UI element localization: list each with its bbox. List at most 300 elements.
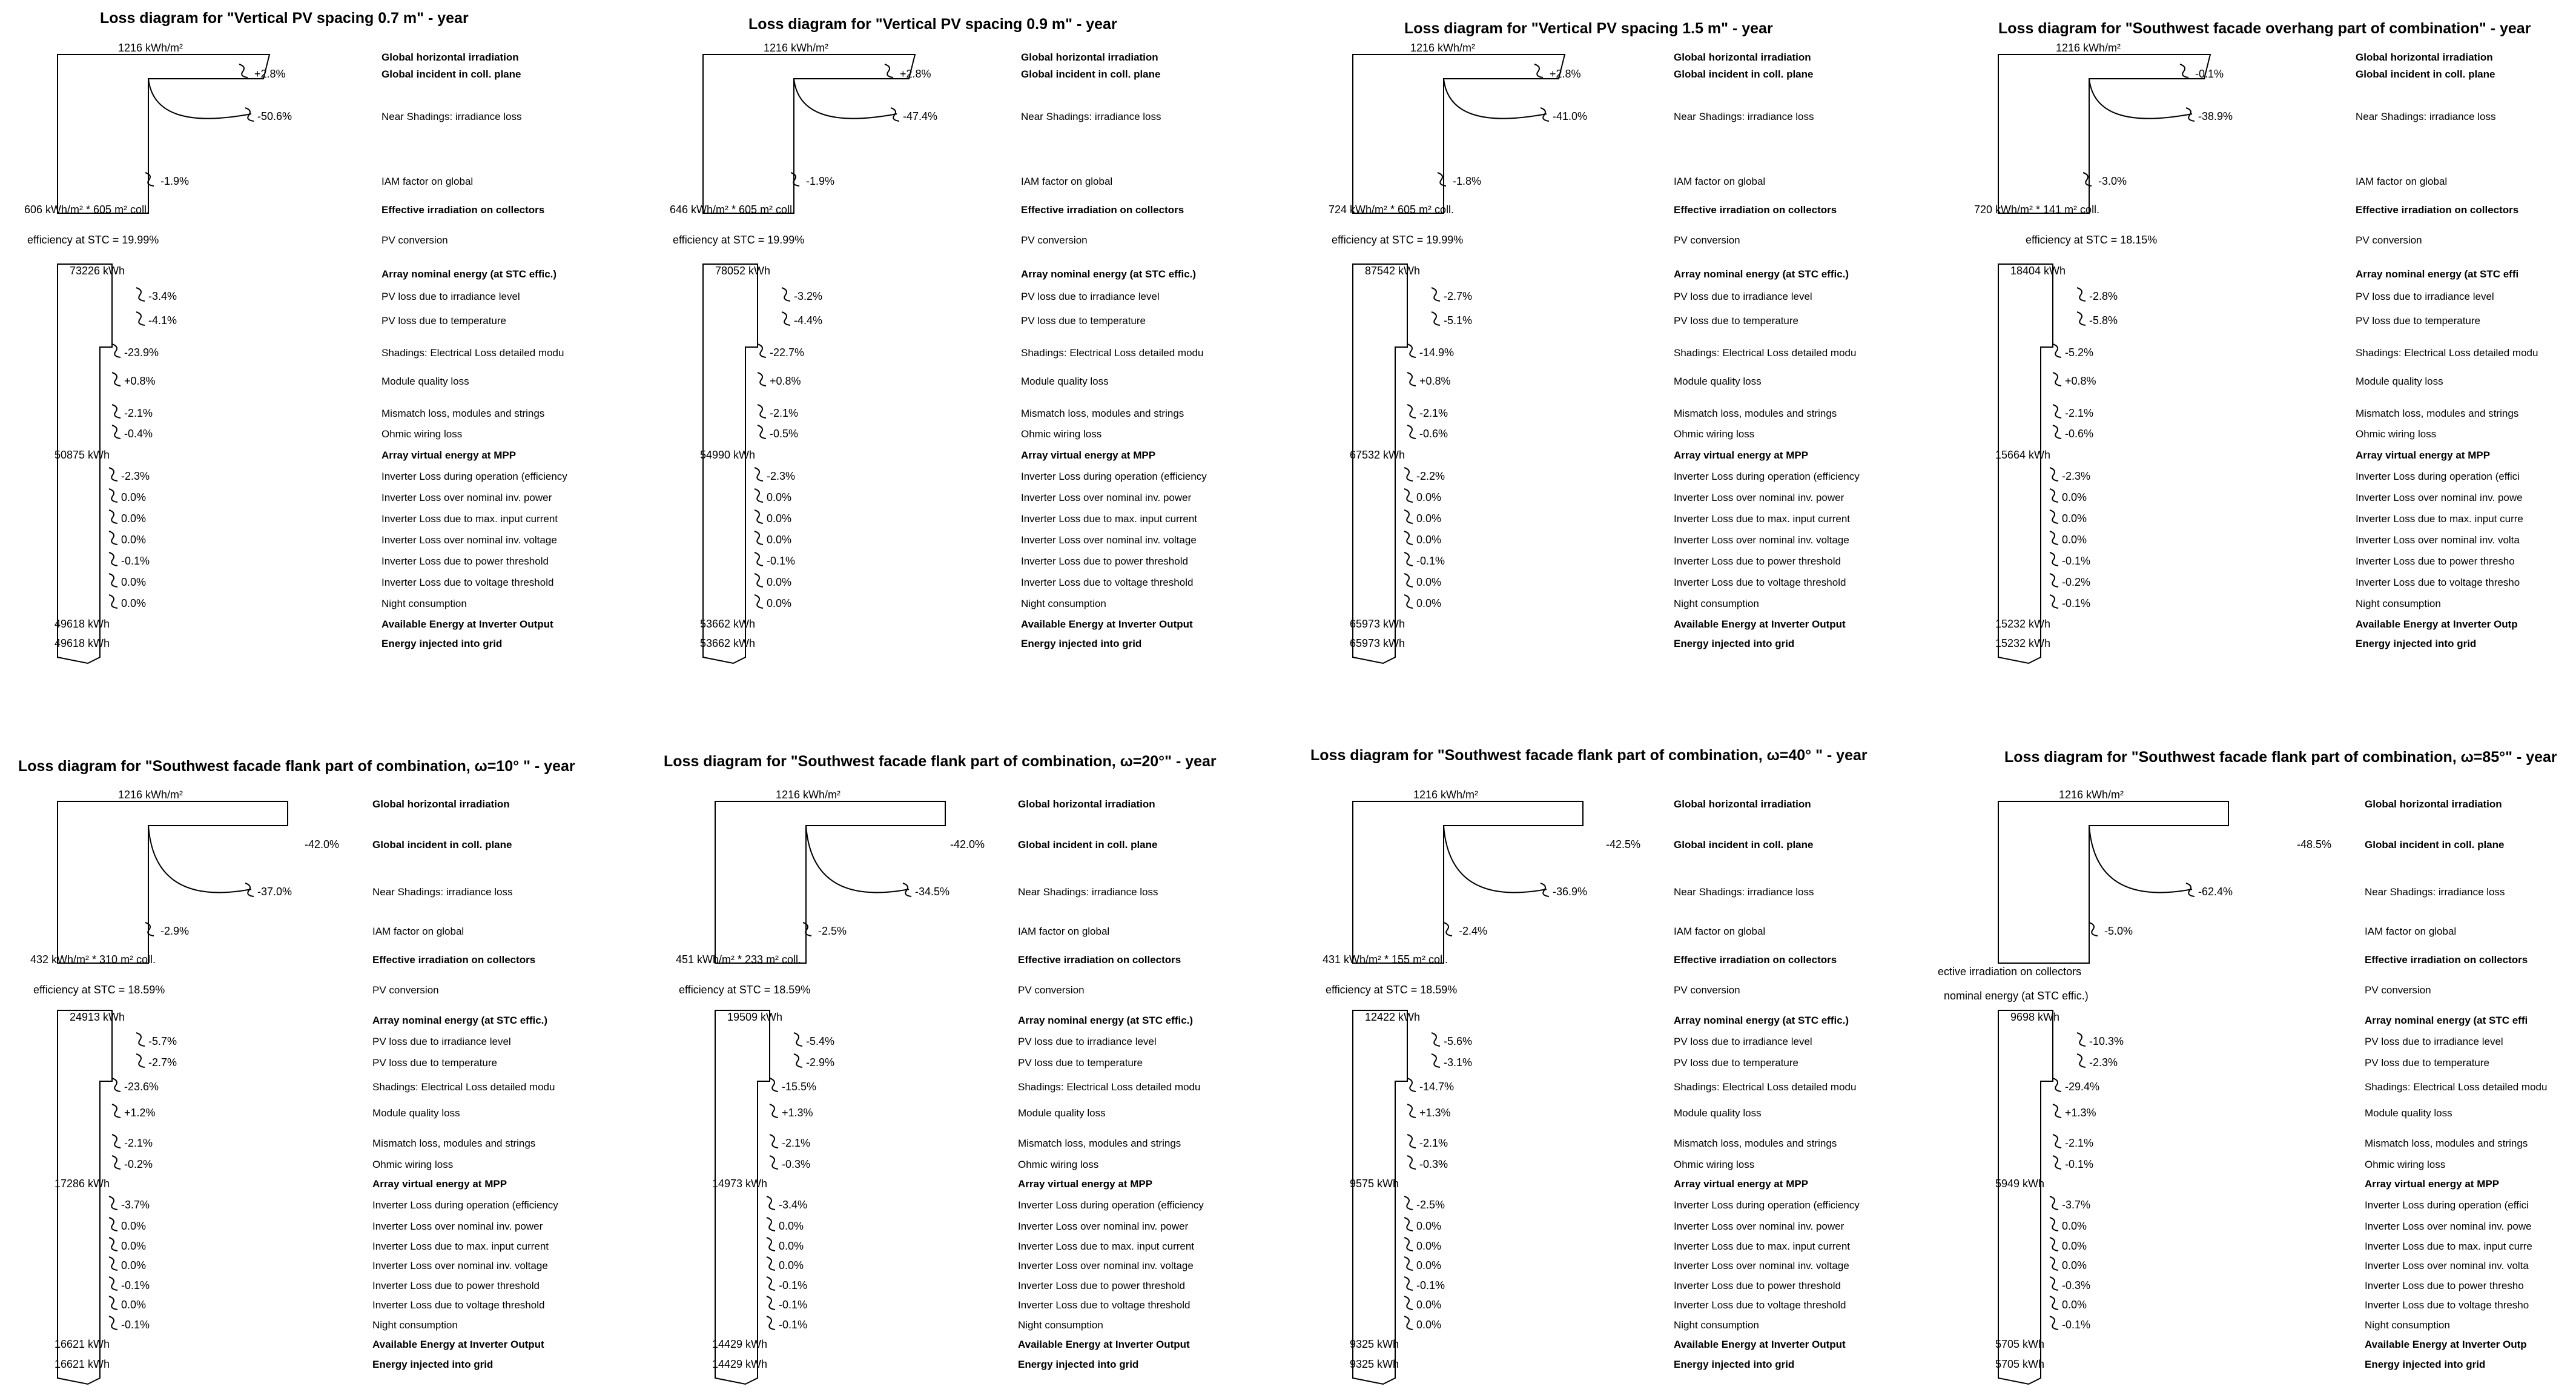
inverter-loss-marker	[767, 1218, 775, 1231]
iam-marker	[2089, 923, 2098, 936]
array-virtual-value: 50875 kWh	[54, 449, 110, 461]
incident-gain-marker	[2180, 64, 2188, 78]
array-loss-marker	[770, 1104, 778, 1118]
array-loss-label: Module quality loss	[2356, 376, 2443, 387]
loss-diagram-panel-4	[1974, 20, 2538, 663]
array-loss-marker	[2053, 425, 2061, 439]
iam-label: IAM factor on global	[1674, 926, 1766, 937]
array-loss-marker	[794, 1054, 802, 1067]
array-loss-value: -14.7%	[1419, 1081, 1455, 1093]
iam-label: IAM factor on global	[2365, 926, 2457, 937]
inverter-loss-marker	[755, 574, 763, 587]
inverter-loss-label: Inverter Loss due to power threshold	[1674, 1280, 1841, 1291]
inverter-loss-value: 0.0%	[767, 491, 792, 503]
inverter-loss-value: 0.0%	[1416, 1299, 1442, 1311]
array-loss-label: PV loss due to temperature	[381, 315, 507, 326]
irradiation-flow-shape	[58, 55, 269, 213]
global-horizontal-label: Global horizontal irradiation	[2356, 51, 2493, 63]
global-horizontal-label: Global horizontal irradiation	[1674, 798, 1811, 810]
inverter-loss-value: 0.0%	[1416, 1240, 1442, 1252]
array-loss-label: Ohmic wiring loss	[381, 428, 463, 440]
array-loss-label: Mismatch loss, modules and strings	[1674, 1138, 1837, 1149]
array-loss-value: -3.4%	[148, 290, 177, 302]
iam-value: -2.5%	[818, 925, 847, 937]
inverter-loss-marker	[1404, 489, 1413, 502]
inverter-loss-marker	[2050, 1196, 2058, 1210]
inverter-loss-marker	[1404, 1196, 1413, 1210]
energy-injected-value: 5705 kWh	[1995, 1358, 2045, 1370]
incident-gain-value: +2.8%	[1550, 68, 1581, 80]
available-energy-value: 5705 kWh	[1995, 1338, 2045, 1350]
incident-gain-marker	[239, 64, 248, 78]
available-energy-value: 9325 kWh	[1350, 1338, 1399, 1350]
array-virtual-label: Array virtual energy at MPP	[1018, 1178, 1153, 1190]
energy-injected-label: Energy injected into grid	[372, 1359, 494, 1370]
energy-injected-label: Energy injected into grid	[381, 638, 503, 649]
array-nominal-value: 87542 kWh	[1365, 265, 1421, 277]
irradiation-flow-shape	[715, 801, 945, 963]
inverter-loss-marker	[1404, 1316, 1413, 1330]
inverter-loss-marker	[755, 531, 763, 545]
array-loss-value: +1.3%	[1419, 1107, 1451, 1119]
inverter-loss-marker	[109, 1296, 117, 1310]
effective-irradiation-label: Effective irradiation on collectors	[2365, 954, 2528, 966]
array-loss-label: Ohmic wiring loss	[1674, 1159, 1755, 1170]
array-loss-value: +1.3%	[2065, 1107, 2096, 1119]
inverter-loss-value: 0.0%	[121, 512, 147, 525]
array-loss-marker	[770, 1135, 778, 1148]
inverter-loss-label: Inverter Loss due to power threshold	[1674, 555, 1841, 567]
inverter-loss-marker	[109, 1257, 117, 1270]
nominal-energy-cut: nominal energy (at STC effic.)	[1944, 990, 2089, 1002]
array-loss-value: -2.1%	[2065, 1137, 2094, 1149]
global-incident-label: Global incident in coll. plane	[1018, 839, 1158, 850]
inverter-loss-value: -0.1%	[1416, 1279, 1445, 1291]
array-nominal-label: Array nominal energy (at STC effic.)	[1021, 268, 1197, 280]
stc-efficiency: efficiency at STC = 19.99%	[27, 234, 159, 246]
near-shading-arc	[1444, 79, 1547, 119]
inverter-loss-value: -0.1%	[121, 1279, 150, 1291]
array-loss-value: -5.4%	[806, 1035, 835, 1047]
inverter-loss-marker	[109, 468, 117, 481]
energy-injected-label: Energy injected into grid	[1674, 638, 1795, 649]
array-loss-label: Mismatch loss, modules and strings	[2365, 1138, 2528, 1149]
available-energy-value: 15232 kWh	[1995, 618, 2051, 630]
energy-injected-value: 53662 kWh	[700, 637, 756, 649]
inverter-loss-label: Inverter Loss due to power threshold	[1021, 555, 1188, 567]
inverter-loss-label: Inverter Loss due to voltage threshold	[1021, 577, 1194, 588]
array-loss-marker	[2077, 312, 2086, 325]
array-virtual-value: 67532 kWh	[1350, 449, 1405, 461]
array-loss-marker	[112, 425, 121, 439]
effective-irradiation-label: Effective irradiation on collectors	[1018, 954, 1181, 966]
incident-gain-value: -42.0%	[949, 838, 985, 850]
iam-value: -1.9%	[160, 175, 190, 187]
array-loss-value: -0.3%	[782, 1158, 811, 1170]
iam-marker	[1444, 923, 1452, 936]
array-loss-value: -0.5%	[770, 428, 799, 440]
inverter-loss-marker	[2050, 574, 2058, 587]
energy-flow-shape	[1998, 264, 2053, 663]
array-loss-label: Shadings: Electrical Loss detailed modu	[1674, 1081, 1857, 1093]
array-loss-value: -5.6%	[1444, 1035, 1473, 1047]
near-shading-label: Near Shadings: irradiance loss	[381, 111, 522, 122]
inverter-loss-label: Inverter Loss due to max. input curre	[2365, 1241, 2532, 1252]
array-loss-label: PV loss due to irradiance level	[1674, 291, 1812, 302]
near-shading-label: Near Shadings: irradiance loss	[1674, 886, 1814, 898]
inverter-loss-label: Inverter Loss over nominal inv. power	[1021, 492, 1192, 503]
inverter-loss-marker	[1404, 1257, 1413, 1270]
array-loss-label: PV loss due to irradiance level	[372, 1036, 511, 1047]
array-loss-label: Shadings: Electrical Loss detailed modu	[1021, 347, 1204, 359]
inverter-loss-value: -0.1%	[767, 555, 796, 567]
array-loss-label: Mismatch loss, modules and strings	[1674, 408, 1837, 419]
array-loss-marker	[136, 1054, 145, 1067]
available-energy-label: Available Energy at Inverter Output	[1018, 1339, 1190, 1350]
array-loss-value: +0.8%	[1419, 375, 1451, 387]
inverter-loss-value: -0.1%	[2062, 597, 2091, 609]
near-shading-arc	[794, 79, 897, 119]
inverter-loss-marker	[109, 1238, 117, 1251]
inverter-loss-marker	[755, 595, 763, 608]
array-loss-label: PV loss due to temperature	[1018, 1057, 1143, 1069]
array-nominal-value: 19509 kWh	[727, 1011, 783, 1023]
pv-conversion-label: PV conversion	[1674, 984, 1740, 996]
inverter-loss-label: Inverter Loss due to power threshold	[1018, 1280, 1185, 1291]
array-virtual-label: Array virtual energy at MPP	[2365, 1178, 2500, 1190]
inverter-loss-value: -0.1%	[2062, 1319, 2091, 1331]
array-loss-marker	[2077, 1033, 2086, 1046]
inverter-loss-value: 0.0%	[779, 1240, 804, 1252]
incident-gain-value: -42.0%	[304, 838, 339, 850]
inverter-loss-value: 0.0%	[121, 1259, 147, 1271]
near-shading-arc	[148, 826, 251, 892]
array-loss-marker	[2053, 344, 2061, 357]
inverter-loss-marker	[2050, 531, 2058, 545]
incident-gain-value: -48.5%	[2296, 838, 2331, 850]
array-loss-marker	[1407, 1078, 1416, 1092]
array-loss-label: Shadings: Electrical Loss detailed modu	[372, 1081, 555, 1093]
inverter-loss-label: Night consumption	[2356, 598, 2441, 609]
available-energy-label: Available Energy at Inverter Output	[1021, 618, 1193, 630]
array-loss-value: -2.3%	[2089, 1056, 2118, 1069]
global-horizontal-value: 1216 kWh/m²	[118, 789, 183, 801]
array-virtual-label: Array virtual energy at MPP	[1674, 1178, 1809, 1190]
available-energy-label: Available Energy at Inverter Output	[1674, 1339, 1846, 1350]
array-loss-value: +1.3%	[782, 1107, 813, 1119]
inverter-loss-value: 0.0%	[1416, 534, 1442, 546]
energy-flow-shape	[58, 1010, 112, 1384]
energy-flow-shape	[58, 264, 112, 663]
inverter-loss-label: Inverter Loss due to voltage threshold	[381, 577, 554, 588]
array-loss-marker	[794, 1033, 802, 1046]
panel-title: Loss diagram for "Southwest facade flank part of combination, ω=40° " - year	[1310, 747, 1868, 764]
inverter-loss-marker	[2050, 489, 2058, 502]
array-loss-value: -15.5%	[782, 1081, 817, 1093]
irradiation-flow-shape	[1353, 801, 1583, 963]
incident-gain-value: -42.5%	[1605, 838, 1640, 850]
inverter-loss-marker	[2050, 1277, 2058, 1290]
array-nominal-value: 18404 kWh	[2010, 265, 2066, 277]
inverter-loss-value: 0.0%	[1416, 576, 1442, 588]
near-shading-label: Near Shadings: irradiance loss	[2365, 886, 2505, 898]
inverter-loss-value: -2.5%	[1416, 1199, 1445, 1211]
array-nominal-label: Array nominal energy (at STC effic.)	[381, 268, 557, 280]
loss-diagram-panel-7	[1310, 747, 1868, 1384]
array-loss-value: -2.1%	[124, 407, 153, 419]
array-loss-label: PV loss due to temperature	[1674, 1057, 1799, 1069]
energy-flow-shape	[703, 264, 758, 663]
inverter-loss-marker	[2050, 1238, 2058, 1251]
array-loss-value: -5.1%	[1444, 314, 1473, 326]
effective-irradiation-value: 720 kWh/m² * 141 m² coll.	[1974, 204, 2100, 216]
near-shading-arc	[1444, 826, 1547, 892]
global-horizontal-value: 1216 kWh/m²	[118, 42, 183, 54]
array-loss-marker	[2077, 288, 2086, 301]
array-loss-value: -2.7%	[1444, 290, 1473, 302]
effective-irradiation-value: 724 kWh/m² * 605 m² coll.	[1329, 204, 1455, 216]
array-loss-value: -4.1%	[148, 314, 177, 326]
array-nominal-label: Array nominal energy (at STC effic.)	[372, 1015, 548, 1026]
inverter-loss-value: -2.2%	[1416, 470, 1445, 482]
array-loss-value: -2.1%	[770, 407, 799, 419]
stc-efficiency: efficiency at STC = 19.99%	[1332, 234, 1464, 246]
loss-diagram-panel-6	[664, 753, 1217, 1384]
inverter-loss-label: Inverter Loss due to voltage threshold	[1018, 1299, 1191, 1311]
iam-marker	[1438, 173, 1446, 186]
inverter-loss-marker	[755, 489, 763, 502]
inverter-loss-label: Inverter Loss during operation (efficiency	[1018, 1199, 1204, 1211]
array-loss-marker	[2053, 1135, 2061, 1148]
array-loss-marker	[1407, 425, 1416, 439]
inverter-loss-value: 0.0%	[1416, 491, 1442, 503]
panel-title: Loss diagram for "Vertical PV spacing 0.9 m" - year	[748, 16, 1117, 33]
available-energy-label: Available Energy at Inverter Outp	[2356, 618, 2518, 630]
energy-flow-shape	[1353, 1010, 1407, 1384]
inverter-loss-marker	[2050, 468, 2058, 481]
loss-diagram-panel-3	[1329, 20, 1860, 663]
iam-marker	[791, 173, 799, 186]
iam-value: -1.9%	[806, 175, 835, 187]
array-loss-marker	[758, 373, 766, 386]
inverter-loss-marker	[1404, 1277, 1413, 1290]
array-loss-label: PV loss due to temperature	[2365, 1057, 2490, 1069]
inverter-loss-label: Night consumption	[1018, 1319, 1103, 1331]
array-loss-label: Module quality loss	[1674, 376, 1762, 387]
inverter-loss-label: Inverter Loss due to max. input current	[372, 1241, 549, 1252]
panel-title: Loss diagram for "Southwest facade flank part of combination, ω=10° " - year	[18, 758, 575, 775]
array-loss-label: Module quality loss	[1021, 376, 1109, 387]
inverter-loss-label: Inverter Loss during operation (effici	[2356, 471, 2520, 482]
incident-gain-marker	[885, 64, 893, 78]
global-horizontal-value: 1216 kWh/m²	[1410, 42, 1476, 54]
array-loss-label: PV loss due to temperature	[2356, 315, 2481, 326]
array-loss-value: -0.6%	[2065, 428, 2094, 440]
inverter-loss-value: 0.0%	[121, 1220, 147, 1232]
available-energy-value: 65973 kWh	[1350, 618, 1405, 630]
array-nominal-label: Array nominal energy (at STC effic.)	[1018, 1015, 1194, 1026]
inverter-loss-label: Inverter Loss due to voltage threshold	[1674, 1299, 1846, 1311]
inverter-loss-value: -0.1%	[779, 1299, 808, 1311]
stc-efficiency: efficiency at STC = 18.59%	[679, 984, 811, 996]
global-horizontal-label: Global horizontal irradiation	[2365, 798, 2502, 810]
panel-title: Loss diagram for "Southwest facade flank part of combination, ω=20°" - year	[664, 753, 1217, 770]
inverter-loss-marker	[1404, 595, 1413, 608]
array-virtual-label: Array virtual energy at MPP	[1674, 449, 1809, 461]
array-loss-marker	[2053, 373, 2061, 386]
array-loss-value: -23.6%	[124, 1081, 159, 1093]
inverter-loss-value: -0.1%	[121, 1319, 150, 1331]
energy-injected-value: 49618 kWh	[54, 637, 110, 649]
effective-irradiation-label: Effective irradiation on collectors	[1674, 204, 1837, 216]
pv-conversion-label: PV conversion	[2365, 984, 2431, 996]
global-incident-label: Global incident in coll. plane	[381, 68, 521, 80]
near-shading-value: -36.9%	[1553, 886, 1588, 898]
global-horizontal-label: Global horizontal irradiation	[1018, 798, 1155, 810]
near-shading-label: Near Shadings: irradiance loss	[1021, 111, 1161, 122]
array-virtual-value: 14973 kWh	[712, 1178, 768, 1190]
inverter-loss-value: 0.0%	[767, 534, 792, 546]
inverter-loss-label: Inverter Loss due to voltage thresho	[2365, 1299, 2529, 1311]
inverter-loss-marker	[1404, 510, 1413, 523]
loss-diagram-panel-2	[670, 16, 1207, 663]
array-loss-label: PV loss due to irradiance level	[2365, 1036, 2503, 1047]
array-loss-value: -2.1%	[124, 1137, 153, 1149]
inverter-loss-label: Inverter Loss due to max. input curre	[2356, 513, 2523, 525]
array-loss-label: PV loss due to irradiance level	[2356, 291, 2494, 302]
irradiation-flow-shape	[1353, 55, 1565, 213]
incident-gain-value: +2.8%	[254, 68, 286, 80]
inverter-loss-label: Inverter Loss during operation (effici	[2365, 1199, 2529, 1211]
array-loss-marker	[136, 1033, 145, 1046]
array-loss-label: PV loss due to irradiance level	[1021, 291, 1160, 302]
array-loss-marker	[112, 373, 121, 386]
loss-diagram-panel-5	[18, 758, 575, 1384]
inverter-loss-value: 0.0%	[1416, 1220, 1442, 1232]
inverter-loss-marker	[109, 552, 117, 566]
array-loss-value: -0.6%	[1419, 428, 1448, 440]
array-loss-marker	[1407, 373, 1416, 386]
array-loss-label: Ohmic wiring loss	[1018, 1159, 1099, 1170]
iam-label: IAM factor on global	[2356, 176, 2448, 187]
incident-gain-marker	[1534, 64, 1543, 78]
inverter-loss-value: -3.4%	[779, 1199, 808, 1211]
inverter-loss-marker	[767, 1238, 775, 1251]
inverter-loss-marker	[1404, 531, 1413, 545]
inverter-loss-label: Inverter Loss due to max. input current	[1674, 513, 1851, 525]
array-virtual-value: 15664 kWh	[1995, 449, 2051, 461]
irradiation-flow-shape	[58, 801, 288, 963]
inverter-loss-marker	[2050, 510, 2058, 523]
inverter-loss-label: Inverter Loss over nominal inv. voltage	[1021, 534, 1197, 546]
inverter-loss-value: 0.0%	[121, 1299, 147, 1311]
array-loss-value: -14.9%	[1419, 346, 1455, 359]
loss-diagram-panel-1	[24, 10, 567, 663]
available-energy-label: Available Energy at Inverter Output	[372, 1339, 544, 1350]
effective-irradiation-label: Effective irradiation on collectors	[1021, 204, 1184, 216]
inverter-loss-label: Inverter Loss over nominal inv. voltage	[1674, 1260, 1849, 1271]
energy-injected-value: 9325 kWh	[1350, 1358, 1399, 1370]
array-loss-value: +0.8%	[2065, 375, 2096, 387]
array-loss-label: PV loss due to irradiance level	[381, 291, 520, 302]
effective-irradiation-value: 646 kWh/m² * 605 m² coll.	[670, 204, 796, 216]
array-loss-value: -2.1%	[782, 1137, 811, 1149]
array-loss-value: -2.1%	[1419, 1137, 1448, 1149]
inverter-loss-label: Inverter Loss due to voltage threshold	[1674, 577, 1846, 588]
effective-irradiation-value: 431 kWh/m² * 155 m² coll.	[1323, 953, 1448, 966]
inverter-loss-marker	[767, 1277, 775, 1290]
array-loss-label: PV loss due to temperature	[1674, 315, 1799, 326]
array-loss-marker	[1432, 1054, 1440, 1067]
array-loss-label: Ohmic wiring loss	[1674, 428, 1755, 440]
array-loss-marker	[1432, 1033, 1440, 1046]
inverter-loss-label: Inverter Loss over nominal inv. voltage	[381, 534, 557, 546]
array-loss-value: -29.4%	[2065, 1081, 2100, 1093]
inverter-loss-value: 0.0%	[767, 512, 792, 525]
global-horizontal-label: Global horizontal irradiation	[1021, 51, 1158, 63]
inverter-loss-label: Inverter Loss due to power thresho	[2356, 555, 2515, 567]
inverter-loss-value: -0.2%	[2062, 576, 2091, 588]
pv-conversion-label: PV conversion	[372, 984, 439, 996]
effective-irradiation-label: Effective irradiation on collectors	[2356, 204, 2519, 216]
array-loss-marker	[112, 344, 121, 357]
array-virtual-label: Array virtual energy at MPP	[372, 1178, 507, 1190]
global-horizontal-label: Global horizontal irradiation	[372, 798, 510, 810]
inverter-loss-label: Inverter Loss due to power threshold	[381, 555, 549, 567]
inverter-loss-value: -2.3%	[767, 470, 796, 482]
inverter-loss-value: -0.3%	[2062, 1279, 2091, 1291]
inverter-loss-value: -0.1%	[2062, 555, 2091, 567]
incident-gain-value: +2.8%	[900, 68, 931, 80]
inverter-loss-label: Inverter Loss over nominal inv. powe	[2356, 492, 2523, 503]
array-loss-marker	[758, 425, 766, 439]
inverter-loss-label: Inverter Loss due to power thresho	[2365, 1280, 2524, 1291]
iam-value: -1.8%	[1453, 175, 1482, 187]
near-shading-label: Near Shadings: irradiance loss	[1018, 886, 1158, 898]
array-virtual-value: 9575 kWh	[1350, 1178, 1399, 1190]
panel-title: Loss diagram for "Vertical PV spacing 0.7 m" - year	[100, 10, 469, 27]
near-shading-value: -47.4%	[903, 110, 938, 122]
iam-value: -2.9%	[160, 925, 190, 937]
array-loss-label: Module quality loss	[2365, 1107, 2452, 1119]
array-loss-value: -0.3%	[1419, 1158, 1448, 1170]
array-loss-label: Mismatch loss, modules and strings	[1018, 1138, 1181, 1149]
inverter-loss-label: Inverter Loss due to max. input current	[1018, 1241, 1195, 1252]
stc-efficiency: efficiency at STC = 18.59%	[1326, 984, 1458, 996]
array-loss-value: -2.9%	[806, 1056, 835, 1069]
pv-conversion-label: PV conversion	[381, 234, 448, 246]
irradiation-flow-shape	[1998, 55, 2210, 213]
inverter-loss-marker	[767, 1316, 775, 1330]
global-incident-label: Global incident in coll. plane	[2365, 839, 2505, 850]
inverter-loss-value: -0.1%	[779, 1279, 808, 1291]
stc-efficiency: efficiency at STC = 18.59%	[33, 984, 165, 996]
inverter-loss-marker	[109, 595, 117, 608]
global-horizontal-value: 1216 kWh/m²	[2056, 42, 2121, 54]
array-loss-label: PV loss due to temperature	[1021, 315, 1146, 326]
inverter-loss-marker	[109, 1196, 117, 1210]
available-energy-label: Available Energy at Inverter Output	[1674, 618, 1846, 630]
array-loss-value: +1.2%	[124, 1107, 156, 1119]
inverter-loss-marker	[767, 1196, 775, 1210]
energy-injected-label: Energy injected into grid	[1018, 1359, 1139, 1370]
array-loss-marker	[2053, 405, 2061, 418]
array-nominal-label: Array nominal energy (at STC effi	[2365, 1015, 2528, 1026]
array-loss-value: -3.1%	[1444, 1056, 1473, 1069]
inverter-loss-label: Inverter Loss over nominal inv. power	[372, 1221, 543, 1232]
inverter-loss-marker	[755, 552, 763, 566]
inverter-loss-marker	[1404, 468, 1413, 481]
